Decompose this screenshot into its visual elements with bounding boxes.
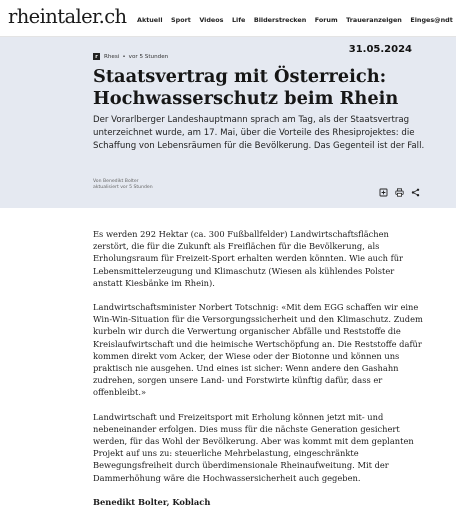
article-paragraph: Landwirtschaft und Freizeitsport mit Erholung können jetzt mit- und nebeneinander erfolgen. Dies muss für die nächste Generation gesichert werden, für das Wohl der Bevölkerung. Aber was kommt mit dem geplanten Projekt auf uns zu: steuerliche Mehrbelastung, eingeschränkte Bewegungsfreiheit durch überdimensionale Rheinaufweitung. Mit der Dammerhöhung wäre die Hochwassersicherheit auch gegeben. — [93, 411, 414, 483]
nav-item-aktuell[interactable]: Aktuell — [137, 16, 163, 24]
share-icon[interactable] — [411, 182, 420, 191]
nav-item-traueranzeigen[interactable]: Traueranzeigen — [346, 16, 402, 24]
top-navigation-bar — [0, 0, 456, 37]
byline-updated: aktualisiert vor 5 Stunden — [93, 185, 153, 190]
meta-separator: • — [122, 53, 126, 60]
article-byline — [93, 179, 153, 191]
nav-item-eingesandt[interactable]: Einges@ndt — [410, 16, 453, 24]
nav-item-life[interactable]: Life — [231, 16, 246, 24]
nav-item-bilderstrecken[interactable]: Bilderstrecken — [253, 16, 307, 24]
nav-item-forum[interactable]: Forum — [314, 16, 338, 24]
article-date: 31.05.2024 — [348, 44, 412, 55]
article-source-time: vor 5 Stunden — [128, 53, 169, 60]
nav-item-sport[interactable]: Sport — [171, 16, 191, 24]
article-paragraph: Es werden 292 Hektar (ca. 300 Fußballfelder) Landwirtschaftsflächen zerstört, die für die Zukunft als Freiflächen für die Bevölkerung, als Erholungsraum für Freizeit-Sport erhalten werden könnten. Wie auch für Lebensmittelerzeugung und Klimaschutz (Wiesen als kühlendes Polster anstatt Kiesbänke im Rhein). — [93, 229, 404, 288]
article-meta — [93, 53, 168, 60]
rhesi-tag-icon: r — [93, 53, 100, 60]
article-paragraph: Landwirtschaftsminister Norbert Totschnig: «Mit dem EGG schaffen wir eine Win-Win-Situation für die Versorgungssicherheit und den Klimaschutz. Zudem kurbeln wir durch die Verwertung organischer Abfälle und Reststoffe die Kreislaufwirtschaft und die heimische Wertschöpfung an. Die Reststoffe dafür kommen direkt vom Acker, der Wiese oder der Biotonne und können uns praktisch nie ausgehen. Und eines ist sicher: Wenn andere den Gashahn zudrehen, sorgen unsere Land- und Forstwirte künftig dafür, dass er offenbleibt.» — [93, 302, 423, 398]
article-title: Staatsvertrag mit Österreich: Hochwasserschutz beim Rhein — [93, 66, 399, 109]
byline-author: Von Benedikt Bolter — [93, 179, 139, 184]
article-header — [0, 37, 456, 208]
site-logo[interactable]: rheintaler.ch — [8, 5, 127, 28]
nav-item-videos[interactable]: Videos — [199, 16, 224, 24]
article-signature: Benedikt Bolter, Koblach — [93, 496, 211, 507]
article-source[interactable]: Rhesi — [104, 53, 120, 60]
article-lead: Der Vorarlberger Landeshauptmann sprach am Tag, als der Staatsvertrag unterzeichnet wurde, am 17. Mai, über die Vorteile des Rhesiprojektes: die Schaffung von Lebensräumen für die Bevölkerung. Das Gegenteil ist der Fall. — [93, 115, 425, 151]
article-body — [93, 228, 423, 520]
print-icon[interactable] — [395, 182, 404, 191]
main-nav — [137, 16, 456, 24]
bookmark-icon[interactable] — [379, 182, 388, 191]
article-actions — [379, 182, 420, 191]
